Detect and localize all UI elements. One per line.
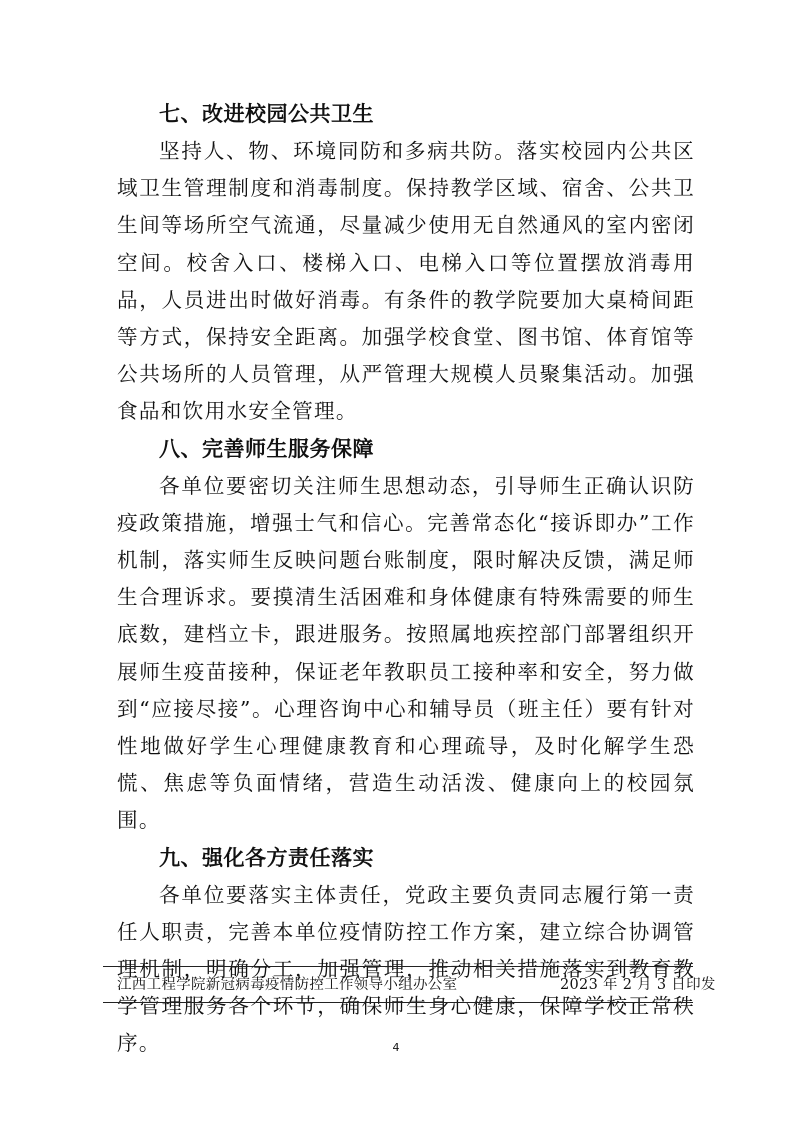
footer-divider-top [103,966,693,967]
section-heading-9: 九、强化各方责任落实 [159,845,374,870]
section-heading-7: 七、改进校园公共卫生 [159,102,374,126]
document-body [117,96,695,1063]
section-body-9: 各单位要落实主体责任，党政主要负责同志履行第一责任人职责，完善本单位疫情防控工作方案，建立综合协调管理机制，明确分工，加强管理，推动相关措施落实到教育教学管理服务各个环节，确保师生身心健康，保障学校正常秩序。 [117,882,695,1056]
section-body-7: 坚持人、物、环境同防和多病共防。落实校园内公共区域卫生管理制度和消毒制度。保持教学区域、宿舍、公共卫生间等场所空气流通，尽量减少使用无自然通风的室内密闭空间。校舍入口、楼梯入口、电梯入口等位置摆放消毒用品，人员进出时做好消毒。有条件的教学院要加大桌椅间距等方式，保持安全距离。加强学校食堂、图书馆、体育馆等公共场所的人员管理，从严管理大规模人员聚集活动。加强食品和饮用水安全管理。 [117,139,695,424]
page-number: 4 [392,1041,400,1054]
issue-date: 2023 年 2 月 3 日印发 [560,977,716,993]
section-body-8: 各单位要密切关注师生思想动态，引导师生正确认识防疫政策措施，增强士气和信心。完善常态化“接诉即办”工作机制，落实师生反映问题台账制度，限时解决反馈，满足师生合理诉求。要摸清生活困难和身体健康有特殊需要的师生底数，建档立卡，跟进服务。按照属地疾控部门部署组织开展师生疫苗接种，保证老年教职员工接种率和安全，努力做到“应接尽接”。心理咨询中心和辅导员（班主任）要有针对性地做好学生心理健康教育和心理疏导，及时化解学生恐慌、焦虑等负面情绪，营造生动活泼、健康向上的校园氛围。 [117,473,695,833]
issuing-office: 江西工程学院新冠病毒疫情防控工作领导小组办公室 [117,977,458,993]
footer-divider-bottom [103,1002,693,1003]
section-heading-8: 八、完善师生服务保障 [159,436,374,461]
